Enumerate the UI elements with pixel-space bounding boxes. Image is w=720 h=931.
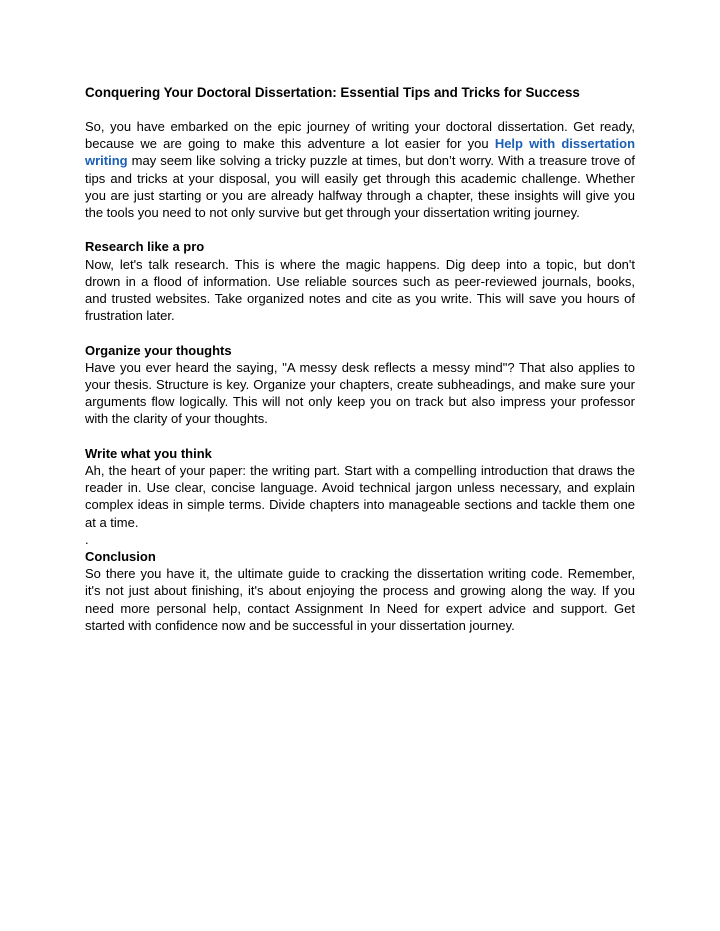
intro-paragraph [85, 118, 635, 221]
section-body-write: Ah, the heart of your paper: the writing part. Start with a compelling introduction that draws the reader in. Use clear, concise language. Avoid technical jargon unless necessary, and explain complex ideas in simple terms. Divide chapters into manageable sections and tackle them one at a time. [85, 463, 635, 530]
separator-dot: . [85, 531, 89, 547]
spacer [85, 221, 635, 238]
conclusion-heading: Conclusion [85, 549, 156, 565]
section-heading-write: Write what you think [85, 445, 212, 461]
intro-text-start: So, you have embarked on the epic journey of writing your doctoral dissertation. Get ready, because we are going to make this adventure a lot easier for you [85, 119, 635, 152]
spacer [85, 324, 635, 341]
conclusion-body: So there you have it, the ultimate guide to cracking the dissertation writing code. Remember, it's not just about finishing, it's about enjoying the process and growing along the way. If you need more personal help, contact Assignment In Need for expert advice and support. Get started with confidence now and be successful in your dissertation journey. [85, 566, 635, 633]
section-body-organize: Have you ever heard the saying, "A messy desk reflects a messy mind"? That also applies to your thesis. Structure is key. Organize your chapters, create subheadings, and make sure your arguments flow logically. This will not only keep you on track but also impress your professor with the clarity of your thoughts. [85, 359, 635, 427]
section-heading-research: Research like a pro [85, 239, 205, 255]
help-with-dissertation-writing-link[interactable]: Help with dissertation writing [85, 136, 636, 169]
section-heading-organize: Organize your thoughts [85, 342, 232, 358]
intro-text-end: may seem like solving a tricky puzzle at times, but don’t worry. With a treasure trove of tips and tricks at your disposal, you will easily get through this academic challenge. Whether you are just starting or you are already halfway through a chapter, these insights will give you the tools you need to not only survive but get through your dissertation writing journey. [85, 153, 635, 221]
section-body-research: Now, let's talk research. This is where the magic happens. Dig deep into a topic, but don't drown in a flood of information. Use reliable sources such as peer-reviewed journals, books, and trusted websites. Take organized notes and cite as you write. This will save you hours of frustration later. [85, 256, 635, 324]
document-page [85, 84, 635, 634]
document-title: Conquering Your Doctoral Dissertation: Essential Tips and Tricks for Success [85, 85, 580, 100]
spacer [85, 428, 635, 445]
